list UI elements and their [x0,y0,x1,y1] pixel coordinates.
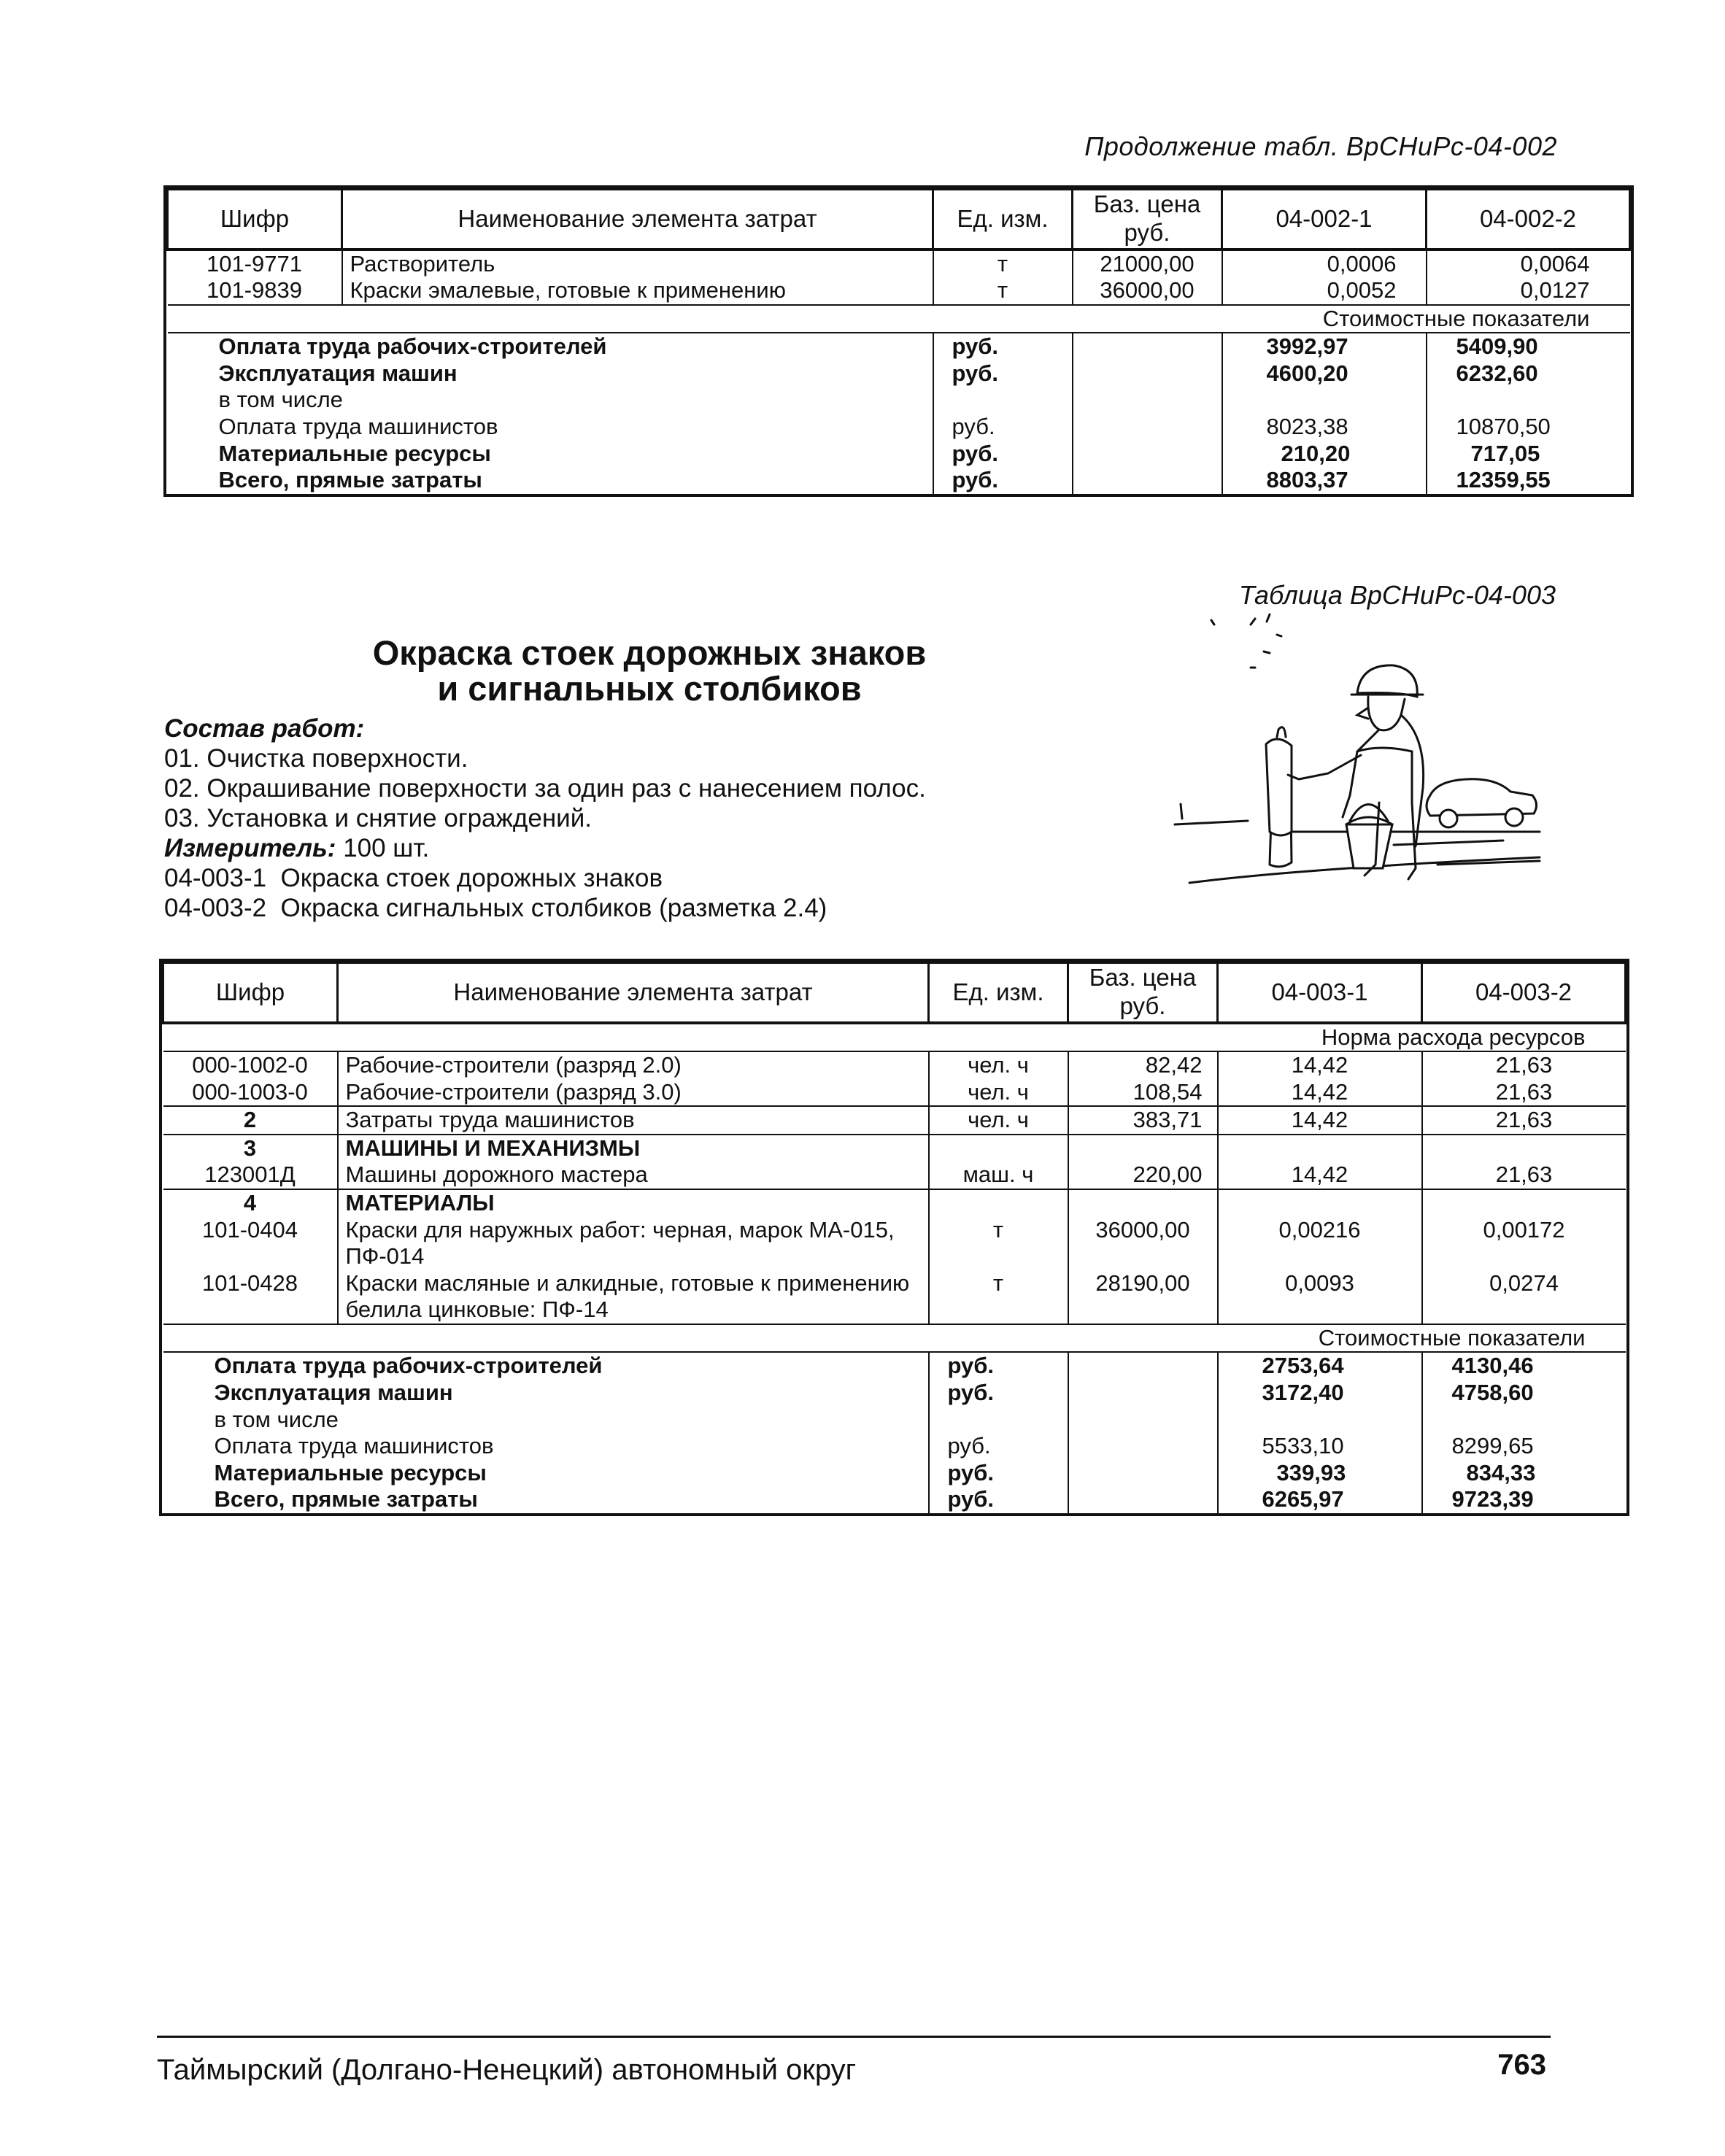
cell-v1: 0,0006 [1222,250,1427,278]
work-item: 02. Окрашивание поверхности за один раз с нанесением полос. [164,774,926,803]
page-title [219,635,1080,707]
total-unit: руб. [929,1380,1068,1407]
cell-v1: 14,42 [1218,1051,1422,1079]
col-name: Наименование элемента затрат [342,190,933,250]
total-name: Эксплуатация машин [163,1380,929,1407]
table-header [163,963,1626,1023]
cell-price: 36000,00 [1073,277,1222,305]
cell-name: Затраты труда машинистов [338,1106,929,1135]
total-v1: 339,93 [1218,1460,1422,1487]
cell-unit: т [933,277,1073,305]
total-row [163,1352,1626,1380]
measure-line [164,833,926,863]
cell-code: 101-9771 [168,250,342,278]
cell-v2: 21,63 [1422,1162,1626,1189]
total-v1: 3992,97 [1222,333,1427,360]
table-row [163,1162,1626,1189]
total-v2: 10870,50 [1456,413,1551,439]
cell-v1: 0,0052 [1222,277,1427,305]
cell-unit: т [929,1217,1068,1270]
col-v1: 04-003-1 [1218,963,1422,1023]
title-line-2: и сигнальных столбиков [437,669,862,708]
cell-unit: чел. ч [929,1079,1068,1107]
table-row [168,277,1630,305]
total-name: в том числе [163,1407,929,1434]
col-unit: Ед. изм. [933,190,1073,250]
table-row [168,250,1630,278]
cell-code: 101-9839 [168,277,342,305]
total-name: Оплата труда рабочих-строителей [168,333,933,360]
cell-price: 108,54 [1068,1079,1218,1107]
total-v1: 8803,37 [1222,467,1427,494]
cell-v1: 14,42 [1218,1079,1422,1107]
section-label: Стоимостные показатели [168,305,1630,333]
table-row [163,1217,1626,1270]
work-item: 03. Установка и снятие ограждений. [164,804,592,832]
total-v2: 8299,65 [1451,1433,1534,1459]
cell-name: Машины дорожного мастера [338,1162,929,1189]
cell-unit: т [933,250,1073,278]
footer-divider [157,2036,1551,2038]
total-unit: руб. [933,441,1073,468]
total-row [163,1486,1626,1513]
cell-v2: 0,0064 [1520,250,1590,277]
cell-code: 123001Д [163,1162,338,1189]
total-unit: руб. [933,333,1073,360]
total-row [163,1433,1626,1460]
cell-price: 21000,00 [1073,250,1222,278]
cell-code: 101-0404 [163,1217,338,1270]
total-name: Всего, прямые затраты [168,467,933,494]
cell-price: 28190,00 [1068,1270,1218,1324]
total-v1: 2753,64 [1218,1352,1422,1380]
total-unit: руб. [929,1433,1068,1460]
total-v1: 3172,40 [1218,1380,1422,1407]
cell-code: 000-1002-0 [163,1051,338,1079]
section-row [163,1324,1626,1353]
col-code: Шифр [163,963,338,1023]
total-unit: руб. [933,467,1073,494]
cell-code: 4 [163,1189,338,1217]
cell-v2: 0,0274 [1489,1270,1559,1296]
col-unit: Ед. изм. [929,963,1068,1023]
cell-v1: 14,42 [1218,1162,1422,1189]
total-row [163,1407,1626,1434]
total-row [168,441,1630,468]
table-04-003 [162,962,1626,1513]
table-row [163,1051,1626,1079]
measure-label: Измеритель: [164,834,336,862]
cell-v2: 21,63 [1495,1052,1553,1078]
work-heading: Состав работ: [164,714,365,743]
measure-value: 100 шт. [343,834,430,862]
section-label: Стоимостные показатели [163,1324,1626,1353]
total-v2: 6232,60 [1456,360,1538,386]
total-row [163,1460,1626,1487]
total-v1: 5533,10 [1218,1433,1422,1460]
col-v2: 04-003-2 [1422,963,1626,1023]
cell-name: Растворитель [342,250,933,278]
cell-v1: 0,0093 [1218,1270,1422,1324]
cell-code: 3 [163,1135,338,1162]
total-name: Всего, прямые затраты [163,1486,929,1513]
table-caption: Таблица ВрСНиРс-04-003 [1238,580,1556,610]
table-row [163,1270,1626,1324]
cell-price: 383,71 [1068,1106,1218,1135]
total-v1: 4600,20 [1222,360,1427,387]
total-row [168,467,1630,494]
group-row [163,1189,1626,1217]
worker-painting-post-illustration [1160,613,1569,905]
section-label: Норма расхода ресурсов [163,1023,1626,1052]
total-v1: 8023,38 [1222,414,1427,441]
total-name: в том числе [168,387,933,414]
total-name: Материальные ресурсы [163,1460,929,1487]
total-unit: руб. [929,1352,1068,1380]
total-v2: 12359,55 [1456,467,1551,493]
total-unit: руб. [929,1460,1068,1487]
cell-unit: т [929,1270,1068,1324]
col-code: Шифр [168,190,342,250]
total-v2: 5409,90 [1456,333,1538,360]
code-line: 04-003-1 Окраска стоек дорожных знаков [164,864,663,892]
cell-name: Краски масляные и алкидные, готовые к применению белила цинковые: ПФ-14 [338,1270,929,1324]
col-name: Наименование элемента затрат [338,963,929,1023]
col-v2: 04-002-2 [1427,190,1630,250]
total-unit: руб. [933,414,1073,441]
total-row [163,1380,1626,1407]
cell-name: Краски для наружных работ: черная, марок МА-015, ПФ-014 [338,1217,929,1270]
cell-unit: маш. ч [929,1162,1068,1189]
total-v1: 210,20 [1222,441,1427,468]
col-price: Баз. цена руб. [1073,190,1222,250]
total-unit: руб. [933,360,1073,387]
cell-v2: 0,0127 [1427,277,1630,305]
cell-unit: чел. ч [929,1051,1068,1079]
total-name: Эксплуатация машин [168,360,933,387]
table-04-002 [166,188,1631,494]
col-price: Баз. цена руб. [1068,963,1218,1023]
total-v2: 9723,39 [1451,1486,1534,1512]
total-v2: 4130,46 [1451,1353,1534,1379]
total-row [168,360,1630,387]
work-description [164,714,926,923]
table-row [163,1106,1626,1135]
col-v1: 04-002-1 [1222,190,1427,250]
total-name: Оплата труда рабочих-строителей [163,1352,929,1380]
cell-price: 82,42 [1068,1051,1218,1079]
total-name: Материальные ресурсы [168,441,933,468]
cell-v2: 21,63 [1422,1079,1626,1107]
cell-price: 220,00 [1068,1162,1218,1189]
table-row [163,1079,1626,1107]
cell-unit: чел. ч [929,1106,1068,1135]
section-row [163,1023,1626,1052]
cell-name: МАТЕРИАЛЫ [338,1189,929,1217]
cell-code: 101-0428 [163,1270,338,1324]
cell-v2: 0,00172 [1483,1216,1565,1243]
total-row [168,387,1630,414]
cell-v2: 21,63 [1422,1106,1626,1135]
page-number: 763 [1497,2049,1546,2081]
continuation-caption: Продолжение табл. ВрСНиРс-04-002 [1084,131,1557,161]
total-v2: 717,05 [1470,440,1540,466]
total-v2: 834,33 [1466,1459,1536,1485]
cell-v1: 14,42 [1218,1106,1422,1135]
section-row [168,305,1630,333]
code-line: 04-003-2 Окраска сигнальных столбиков (разметка 2.4) [164,894,827,922]
work-item: 01. Очистка поверхности. [164,744,468,773]
cell-name: МАШИНЫ И МЕХАНИЗМЫ [338,1135,929,1162]
total-v2: 4758,60 [1451,1380,1534,1406]
cell-name: Краски эмалевые, готовые к применению [342,277,933,305]
total-name: Оплата труда машинистов [163,1433,929,1460]
cell-name: Рабочие-строители (разряд 3.0) [338,1079,929,1107]
title-line-1: Окраска стоек дорожных знаков [372,633,927,672]
group-row [163,1135,1626,1162]
cell-code: 000-1003-0 [163,1079,338,1107]
cell-name: Рабочие-строители (разряд 2.0) [338,1051,929,1079]
total-row [168,414,1630,441]
total-v1: 6265,97 [1218,1486,1422,1513]
table-header [168,190,1630,250]
cell-code: 2 [163,1106,338,1135]
cell-price: 36000,00 [1068,1217,1218,1270]
total-unit: руб. [929,1486,1068,1513]
footer-region: Таймырский (Долгано-Ненецкий) автономный округ [157,2054,857,2086]
total-name: Оплата труда машинистов [168,414,933,441]
total-row [168,333,1630,360]
cell-v1: 0,00216 [1218,1217,1422,1270]
